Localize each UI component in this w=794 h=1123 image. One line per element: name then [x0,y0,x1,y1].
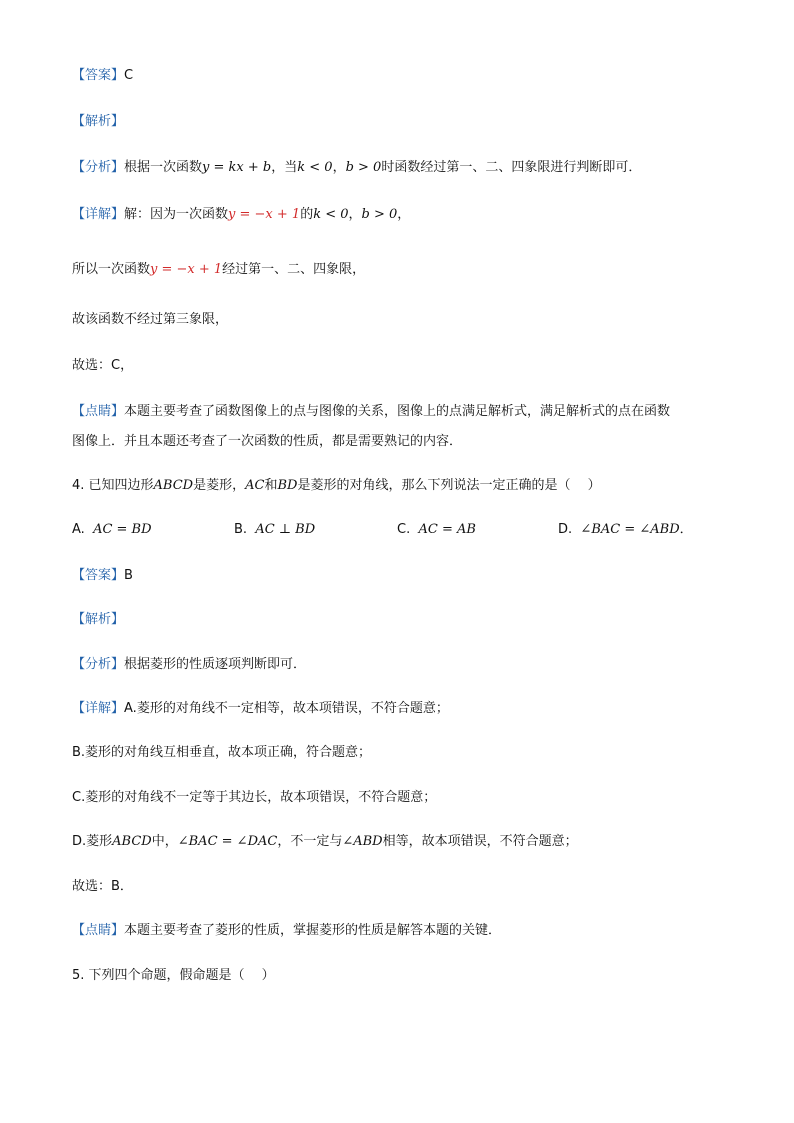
math-expr: k < 0 [297,160,333,175]
math-expr: ABCD [112,834,152,849]
comment-tag: 【点睛】 [72,923,125,938]
text-run: 是菱形的对角线，那么下列说法一定正确的是（ ） [297,478,601,493]
answer-value: C [124,68,134,83]
text-run: 根据一次函数 [124,160,203,175]
text-run: ， [397,207,411,222]
math-expr: b > 0 [345,160,382,175]
text-run: D.菱形 [72,834,113,849]
fenxi-line [72,158,754,178]
detail-line-2 [72,260,754,280]
detail-tag: 【详解】 [72,207,125,222]
analysis-heading [72,112,754,132]
analysis-tag: 【解析】 [72,114,125,129]
text-run: ， [348,207,362,222]
detail-line-1 [72,205,754,225]
math-expr: y = kx + b [202,160,272,175]
math-expr: ∠ABD [342,834,383,849]
comment-line-1 [72,402,754,422]
text-run: 4. 已知四边形 [72,478,154,493]
answer-tag: 【答案】 [72,68,125,83]
math-expr: ABCD [153,478,194,493]
option-label: D. [558,522,573,537]
q4-detail-c: C.菱形的对角线不一定等于其边长，故本项错误，不符合题意； [72,790,437,805]
text-run: A.菱形的对角线不一定相等，故本项错误，不符合题意； [124,701,449,716]
answer-line [72,66,754,86]
option-d[interactable] [558,520,693,540]
answer-value: B [124,568,133,583]
text-run: 时函数经过第一、二、四象限进行判断即可． [381,160,642,175]
detail-tag: 【详解】 [72,701,125,716]
text-run: 根据菱形的性质逐项判断即可． [124,657,307,672]
option-label: B. [234,522,248,537]
q4-comment [72,921,754,941]
text-run: 解：因为一次函数 [124,207,229,222]
text-run: 是菱形， [193,478,246,493]
math-expr: ∠BAC = ∠ABD [580,522,680,537]
option-b[interactable] [234,520,315,540]
option-a[interactable] [72,520,152,540]
q4-answer-line [72,566,754,586]
detail-line-4: 故选：C， [72,358,134,373]
q4-detail-a [72,699,754,719]
text-run: 所以一次函数 [72,262,151,277]
text-run: 的 [300,207,314,222]
math-expr: AC [245,478,265,493]
answer-tag: 【答案】 [72,568,125,583]
text-run: ，当 [271,160,298,175]
text-run: ， [332,160,346,175]
math-expr: y = −x + 1 [150,262,223,277]
text-run: 本题主要考查了函数图像上的点与图像的关系，图像上的点满足解析式，满足解析式的点在函数 [124,404,671,419]
analysis-tag: 【解析】 [72,612,125,627]
math-expr: ∠BAC = ∠DAC [177,834,278,849]
question-4-options [72,520,754,540]
option-label: C. [397,522,411,537]
fenxi-tag: 【分析】 [72,160,125,175]
detail-line-3: 故该函数不经过第三象限， [72,312,229,327]
math-expr: AC = BD [93,522,152,537]
q4-analysis-heading [72,610,754,630]
comment-line-2: 图像上．并且本题还考查了一次函数的性质，都是需要熟记的内容． [72,434,463,449]
math-expr: AC ⊥ BD [255,522,316,537]
q4-detail-d [72,832,754,852]
question-5-stem: 5. 下列四个命题，假命题是（ ） [72,968,275,983]
comment-tag: 【点睛】 [72,404,125,419]
math-expr: k < 0 [313,207,349,222]
text-run: 和 [264,478,278,493]
q4-choose: 故选：B． [72,879,133,894]
text-run: ，不一定与 [277,834,343,849]
text-run: 经过第一、二、四象限， [222,262,366,277]
option-label: A. [72,522,85,537]
math-expr: AC = AB [418,522,476,537]
question-4-stem [72,476,754,496]
fenxi-tag: 【分析】 [72,657,125,672]
math-expr: b > 0 [361,207,398,222]
text-run: 中， [151,834,178,849]
text-run: ． [679,522,693,537]
q4-detail-b: B.菱形的对角线互相垂直，故本项正确，符合题意； [72,745,372,760]
math-expr: y = −x + 1 [228,207,301,222]
option-c[interactable] [397,520,476,540]
text-run: 本题主要考查了菱形的性质，掌握菱形的性质是解答本题的关键． [124,923,502,938]
text-run: 相等，故本项错误，不符合题意； [382,834,578,849]
q4-fenxi-line [72,655,754,675]
math-expr: BD [277,478,298,493]
